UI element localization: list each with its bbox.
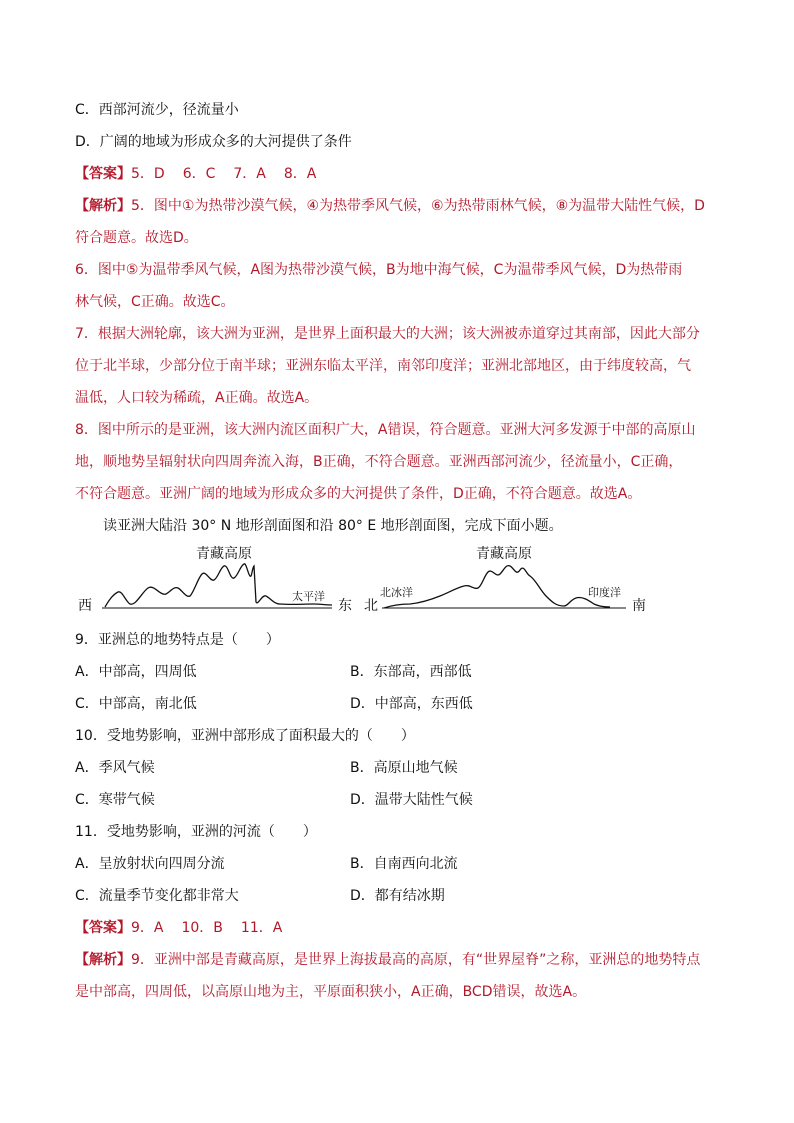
- answer-block-2: [75, 918, 282, 938]
- q9-option-c: C．中部高，南北低: [75, 696, 197, 712]
- question-10-stem: 10．受地势影响，亚洲中部形成了面积最大的（ ）: [75, 728, 415, 744]
- circled-number: ⑧: [555, 198, 569, 214]
- option-d: D．广阔的地域为形成众多的大河提供了条件: [75, 134, 352, 150]
- answer-item: 10．B: [181, 920, 223, 936]
- indian-ocean-label: 印度洋: [588, 586, 621, 599]
- analysis-7-line-3: 温低，人口较为稀疏，A正确。故选A。: [75, 390, 319, 406]
- q9-option-d: D．中部高，东西低: [350, 696, 473, 712]
- answer-tag: 【答案】: [75, 920, 131, 936]
- east-label: 东: [338, 598, 352, 614]
- plateau-label-left: 青藏高原: [196, 546, 252, 562]
- circled-number: ①: [181, 198, 195, 214]
- q11-option-b: B．自南西向北流: [350, 856, 458, 872]
- answer-block-1: [75, 164, 316, 184]
- analysis-8-line-1: 8．图中所示的是亚洲，该大洲内流区面积广大，A错误，符合题意。亚洲大河多发源于中部的高原山: [75, 422, 696, 438]
- analysis-6-line-1: [75, 260, 682, 280]
- arctic-ocean-label: 北冰洋: [380, 586, 413, 599]
- terrain-profile-figure: [70, 540, 670, 620]
- answer-item: 11．A: [240, 920, 283, 936]
- answer-item: 6．C: [182, 166, 216, 182]
- option-c: C．西部河流少，径流量小: [75, 102, 239, 118]
- south-label: 南: [632, 598, 646, 614]
- q9-option-a: A．中部高，四周低: [75, 664, 197, 680]
- q10-option-b: B．高原山地气候: [350, 760, 458, 776]
- analysis-text: 5．图中: [131, 198, 182, 214]
- answer-item: 8．A: [283, 166, 317, 182]
- analysis-7-line-1: 7．根据大洲轮廓，该大洲为亚洲，是世界上面积最大的大洲；该大洲被赤道穿过其南部，因此大部分: [75, 326, 700, 342]
- analysis-5-line-2: 符合题意。故选D。: [75, 230, 198, 246]
- q9-option-b: B．东部高，西部低: [350, 664, 472, 680]
- analysis-9-line-2: 是中部高，四周低，以高原山地为主，平原面积狭小，A正确，BCD错误，故选A。: [75, 984, 587, 1000]
- q10-option-d: D．温带大陆性气候: [350, 792, 473, 808]
- analysis-7-line-2: 位于北半球，少部分位于南半球；亚洲东临太平洋，南邻印度洋；亚洲北部地区，由于纬度较高，气: [75, 358, 691, 374]
- circled-number: ⑥: [431, 198, 444, 214]
- analysis-text: 为热带沙漠气候，: [194, 198, 307, 214]
- q10-option-c: C．寒带气候: [75, 792, 155, 808]
- plateau-label-right: 青藏高原: [476, 546, 532, 562]
- west-label: 西: [78, 598, 92, 614]
- q11-option-c: C．流量季节变化都非常大: [75, 888, 239, 904]
- analysis-text: 为热带季风气候，: [319, 198, 432, 214]
- q11-option-a: A．呈放射状向四周分流: [75, 856, 225, 872]
- analysis-8-line-3: 不符合题意。亚洲广阔的地域为形成众多的大河提供了条件，D正确，不符合题意。故选A。: [75, 486, 642, 502]
- question-intro: 读亚洲大陆沿 30° N 地形剖面图和沿 80° E 地形剖面图，完成下面小题。: [103, 518, 563, 534]
- analysis-tag: 【解析】: [75, 952, 131, 968]
- analysis-9-line-1: [75, 950, 700, 970]
- answer-item: 5．D: [131, 166, 165, 182]
- pacific-label: 太平洋: [292, 590, 325, 603]
- answer-tag: 【答案】: [75, 166, 131, 182]
- analysis-text: 为热带雨林气候，: [443, 198, 556, 214]
- analysis-text: 为温带季风气候，A图为热带沙漠气候，B为地中海气候，C为温带季风气候，D为热带雨: [138, 262, 683, 278]
- question-11-stem: 11．受地势影响，亚洲的河流（ ）: [75, 824, 317, 840]
- analysis-8-line-2: 地，顺地势呈辐射状向四周奔流入海，B正确，不符合题意。亚洲西部河流少，径流量小，C正确，: [75, 454, 683, 470]
- answer-item: 7．A: [233, 166, 266, 182]
- q10-option-a: A．季风气候: [75, 760, 155, 776]
- circled-number: ⑤: [125, 262, 139, 278]
- analysis-text: 6．图中: [75, 262, 126, 278]
- analysis-tag: 【解析】: [75, 198, 131, 214]
- circled-number: ④: [306, 198, 320, 214]
- analysis-text: 9．亚洲中部是青藏高原，是世界上海拔最高的高原，有“世界屋脊”之称，亚洲总的地势特点: [131, 952, 701, 968]
- question-9-stem: 9．亚洲总的地势特点是（ ）: [75, 632, 280, 648]
- profile-80e-curve: [384, 566, 610, 608]
- north-label: 北: [364, 598, 378, 614]
- analysis-5-line-1: [75, 196, 705, 216]
- analysis-text: 为温带大陆性气候，D: [568, 198, 705, 214]
- q11-option-d: D．都有结冰期: [350, 888, 445, 904]
- answer-item: 9．A: [131, 920, 164, 936]
- analysis-6-line-2: 林气候，C正确。故选C。: [75, 294, 235, 310]
